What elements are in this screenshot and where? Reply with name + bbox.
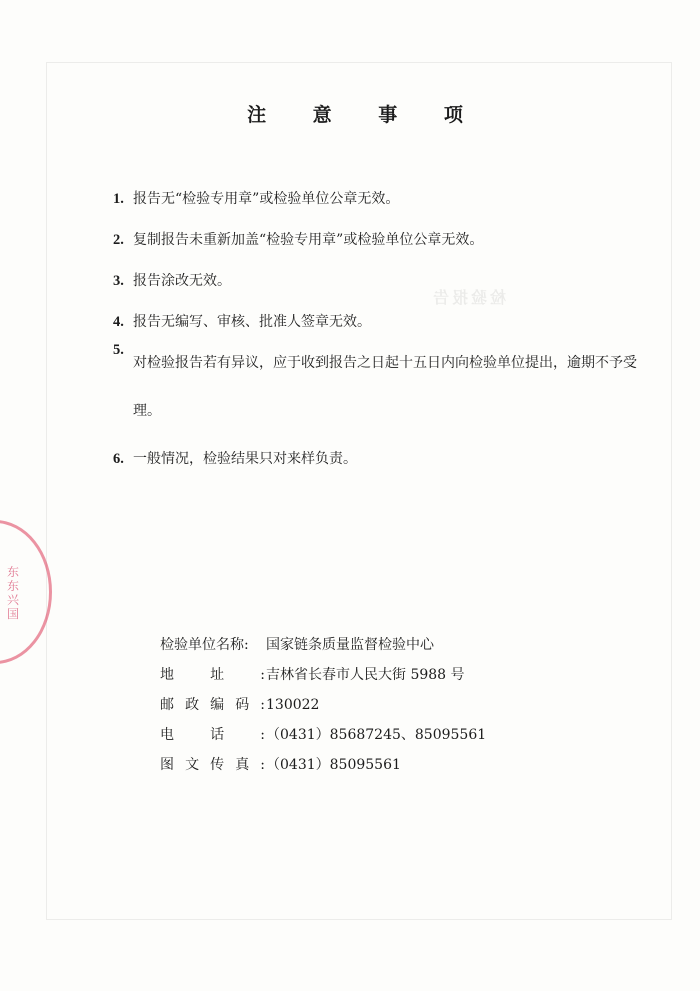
note-text: 报告无编写、审核、批准人签章无效。 bbox=[133, 314, 371, 330]
fax-value: （0431）85095561 bbox=[266, 757, 401, 773]
info-row-fax bbox=[160, 750, 486, 780]
info-row-postcode bbox=[160, 690, 486, 720]
page-title: 注 意 事 项 bbox=[247, 104, 483, 126]
note-item-1 bbox=[113, 188, 653, 210]
unit-label: 检验单位名称: bbox=[160, 637, 249, 653]
note-item-4 bbox=[113, 311, 653, 333]
note-number: 5. bbox=[113, 342, 124, 358]
note-item-5 bbox=[113, 339, 653, 435]
address-value: 吉林省长春市人民大街 5988 号 bbox=[266, 667, 465, 683]
fax-label: 图文传真: bbox=[160, 757, 266, 773]
address-label: 地址: bbox=[160, 667, 266, 683]
note-number: 1. bbox=[113, 191, 124, 207]
postcode-value: 130022 bbox=[266, 697, 320, 713]
phone-value: （0431）85687245、85095561 bbox=[266, 727, 487, 743]
info-row-address bbox=[160, 660, 486, 690]
notes-list bbox=[113, 188, 653, 489]
note-text: 一般情况，检验结果只对来样负责。 bbox=[133, 451, 357, 467]
note-item-3 bbox=[113, 270, 653, 292]
show-through-text: 检验报告 bbox=[430, 288, 507, 307]
note-text: 复制报告未重新加盖“检验专用章”或检验单位公章无效。 bbox=[133, 232, 484, 248]
note-number: 6. bbox=[113, 451, 124, 467]
note-number: 2. bbox=[113, 232, 124, 248]
note-number: 4. bbox=[113, 314, 124, 330]
red-stamp-seal bbox=[0, 520, 52, 664]
note-item-6 bbox=[113, 448, 653, 470]
stamp-lettering: 东东兴国 bbox=[7, 565, 20, 621]
info-row-phone bbox=[160, 720, 486, 750]
unit-value: 国家链条质量监督检验中心 bbox=[266, 637, 434, 653]
note-item-2 bbox=[113, 229, 653, 251]
note-text: 对检验报告若有异议，应于收到报告之日起十五日内向检验单位提出，逾期不予受理。 bbox=[133, 355, 637, 419]
note-number: 3. bbox=[113, 273, 124, 289]
contact-info bbox=[160, 630, 486, 780]
postcode-label: 邮政编码: bbox=[160, 697, 266, 713]
phone-label: 电话: bbox=[160, 727, 266, 743]
note-text: 报告涂改无效。 bbox=[133, 273, 231, 289]
note-text: 报告无“检验专用章”或检验单位公章无效。 bbox=[133, 191, 400, 207]
info-row-unit bbox=[160, 630, 486, 660]
